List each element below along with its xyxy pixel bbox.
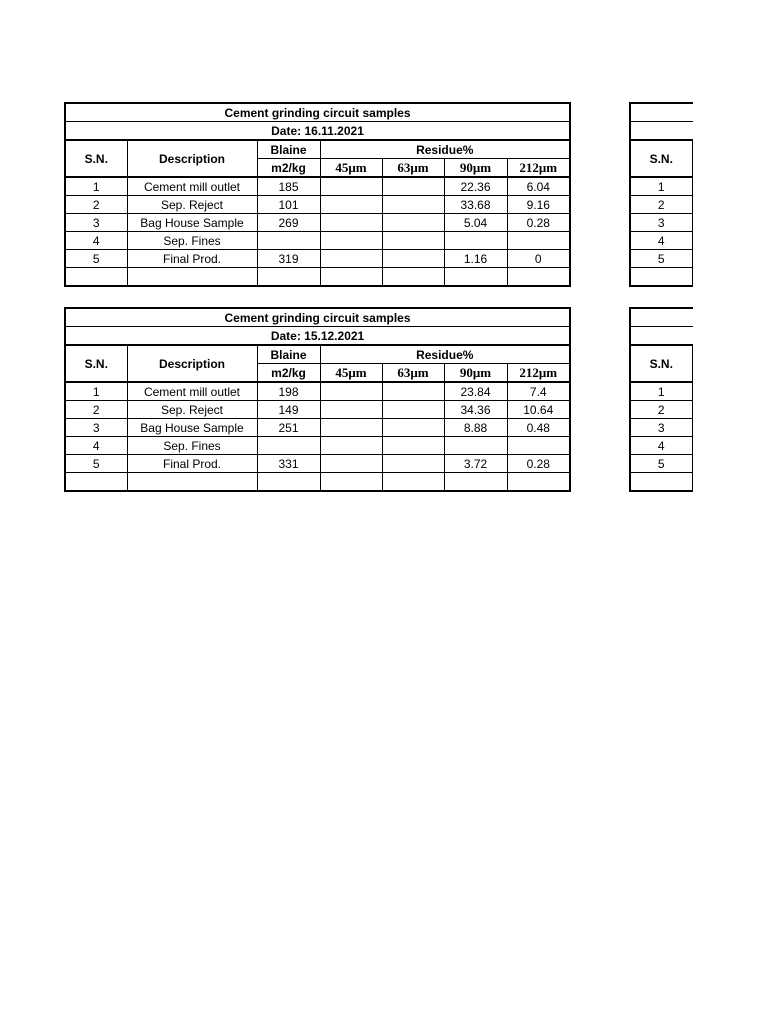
residue-212-cell — [507, 232, 570, 250]
table-row — [630, 177, 693, 196]
residue-212-cell: 0.48 — [507, 419, 570, 437]
blaine-cell: 251 — [257, 419, 320, 437]
table-row — [65, 382, 570, 401]
side-table-2-clip — [629, 307, 693, 494]
residue-212-cell: 0 — [507, 250, 570, 268]
description-cell: Cement mill outlet — [127, 177, 257, 196]
table-row — [630, 419, 693, 437]
table-row — [65, 419, 570, 437]
sn-cell: 1 — [65, 177, 127, 196]
side-table-1 — [629, 102, 693, 287]
table-row — [65, 196, 570, 214]
residue-212-cell: 7.4 — [507, 382, 570, 401]
blaine-cell: 331 — [257, 455, 320, 473]
residue-90-cell: 23.84 — [444, 382, 507, 401]
residue-63-cell — [382, 177, 444, 196]
sn-cell: 2 — [630, 401, 692, 419]
residue-212-cell — [507, 437, 570, 455]
residue-212-cell: 9.16 — [507, 196, 570, 214]
residue-63-cell — [382, 437, 444, 455]
sn-header: S.N. — [630, 140, 692, 177]
table-row — [630, 401, 693, 419]
table-row — [630, 455, 693, 473]
residue-45-cell — [320, 382, 382, 401]
residue-45-cell — [320, 177, 382, 196]
description-cell: Bag House Sample — [127, 214, 257, 232]
sn-cell: 3 — [65, 419, 127, 437]
description-cell: Final Prod. — [127, 250, 257, 268]
sample-table-2 — [64, 307, 571, 492]
table-row — [65, 401, 570, 419]
residue-63-header: 63μm — [382, 159, 444, 178]
residue-90-cell — [444, 232, 507, 250]
description-cell: Bag House Sample — [127, 419, 257, 437]
sn-cell: 1 — [65, 382, 127, 401]
residue-90-header: 90μm — [444, 159, 507, 178]
sn-header: S.N. — [630, 345, 692, 382]
blaine-cell: 319 — [257, 250, 320, 268]
table-title: Cement grinding circuit samples — [65, 103, 570, 122]
sn-cell: 2 — [65, 196, 127, 214]
residue-63-cell — [382, 401, 444, 419]
table-row — [630, 437, 693, 455]
sn-cell: 4 — [630, 232, 692, 250]
table-date: Date: 16.11.2021 — [65, 122, 570, 141]
residue-45-header: 45μm — [320, 364, 382, 383]
sn-cell: 2 — [65, 401, 127, 419]
sample-table-1 — [64, 102, 571, 287]
table-row — [630, 232, 693, 250]
residue-90-cell: 3.72 — [444, 455, 507, 473]
sn-cell: 5 — [630, 250, 692, 268]
table-row — [65, 250, 570, 268]
residue-45-cell — [320, 455, 382, 473]
residue-63-cell — [382, 214, 444, 232]
table-row — [65, 214, 570, 232]
description-header: Description — [127, 140, 257, 177]
sn-cell: 5 — [630, 455, 692, 473]
residue-63-cell — [382, 455, 444, 473]
residue-212-header: 212μm — [507, 364, 570, 383]
residue-212-cell: 0.28 — [507, 214, 570, 232]
residue-63-cell — [382, 382, 444, 401]
table-row-empty — [65, 268, 570, 287]
sn-cell: 4 — [65, 437, 127, 455]
sn-cell: 4 — [65, 232, 127, 250]
description-header: Description — [127, 345, 257, 382]
residue-45-cell — [320, 437, 382, 455]
sn-header: S.N. — [65, 345, 127, 382]
blaine-cell: 269 — [257, 214, 320, 232]
description-cell: Sep. Reject — [127, 401, 257, 419]
table-row-empty — [65, 473, 570, 492]
residue-45-cell — [320, 401, 382, 419]
residue-212-header: 212μm — [507, 159, 570, 178]
residue-63-header: 63μm — [382, 364, 444, 383]
table-row — [65, 232, 570, 250]
table-row — [630, 214, 693, 232]
residue-90-cell: 33.68 — [444, 196, 507, 214]
residue-header: Residue% — [320, 345, 570, 364]
description-cell: Cement mill outlet — [127, 382, 257, 401]
residue-63-cell — [382, 232, 444, 250]
side-table-2 — [629, 307, 693, 492]
blaine-cell: 101 — [257, 196, 320, 214]
sn-header: S.N. — [65, 140, 127, 177]
blaine-cell — [257, 232, 320, 250]
sn-cell: 3 — [630, 419, 692, 437]
sn-cell: 2 — [630, 196, 692, 214]
residue-90-cell: 34.36 — [444, 401, 507, 419]
table-row — [65, 437, 570, 455]
residue-45-cell — [320, 214, 382, 232]
sn-cell: 5 — [65, 250, 127, 268]
residue-45-cell — [320, 419, 382, 437]
residue-90-cell: 8.88 — [444, 419, 507, 437]
residue-212-cell: 0.28 — [507, 455, 570, 473]
blaine-cell — [257, 437, 320, 455]
residue-212-cell: 10.64 — [507, 401, 570, 419]
sn-cell: 1 — [630, 382, 692, 401]
blaine-unit-header: m2/kg — [257, 364, 320, 383]
blaine-cell: 198 — [257, 382, 320, 401]
sn-cell: 3 — [65, 214, 127, 232]
residue-90-cell — [444, 437, 507, 455]
blaine-header: Blaine — [257, 345, 320, 364]
blaine-cell: 149 — [257, 401, 320, 419]
residue-header: Residue% — [320, 140, 570, 159]
description-cell: Final Prod. — [127, 455, 257, 473]
sn-cell: 3 — [630, 214, 692, 232]
residue-212-cell: 6.04 — [507, 177, 570, 196]
description-cell: Sep. Fines — [127, 437, 257, 455]
residue-63-cell — [382, 250, 444, 268]
table-row — [630, 250, 693, 268]
table-row — [65, 177, 570, 196]
side-table-1-clip — [629, 102, 693, 290]
sn-cell: 5 — [65, 455, 127, 473]
sn-cell: 4 — [630, 437, 692, 455]
description-cell: Sep. Fines — [127, 232, 257, 250]
table-row — [630, 382, 693, 401]
residue-63-cell — [382, 419, 444, 437]
blaine-header: Blaine — [257, 140, 320, 159]
residue-45-cell — [320, 232, 382, 250]
table-row-empty — [630, 473, 693, 492]
residue-90-cell: 1.16 — [444, 250, 507, 268]
table-row-empty — [630, 268, 693, 287]
sn-cell: 1 — [630, 177, 692, 196]
residue-90-cell: 5.04 — [444, 214, 507, 232]
residue-45-cell — [320, 250, 382, 268]
table-row — [65, 455, 570, 473]
residue-45-header: 45μm — [320, 159, 382, 178]
table-row — [630, 196, 693, 214]
residue-63-cell — [382, 196, 444, 214]
table-date: Date: 15.12.2021 — [65, 327, 570, 346]
residue-90-header: 90μm — [444, 364, 507, 383]
blaine-cell: 185 — [257, 177, 320, 196]
blaine-unit-header: m2/kg — [257, 159, 320, 178]
description-cell: Sep. Reject — [127, 196, 257, 214]
residue-90-cell: 22.36 — [444, 177, 507, 196]
table-title: Cement grinding circuit samples — [65, 308, 570, 327]
residue-45-cell — [320, 196, 382, 214]
